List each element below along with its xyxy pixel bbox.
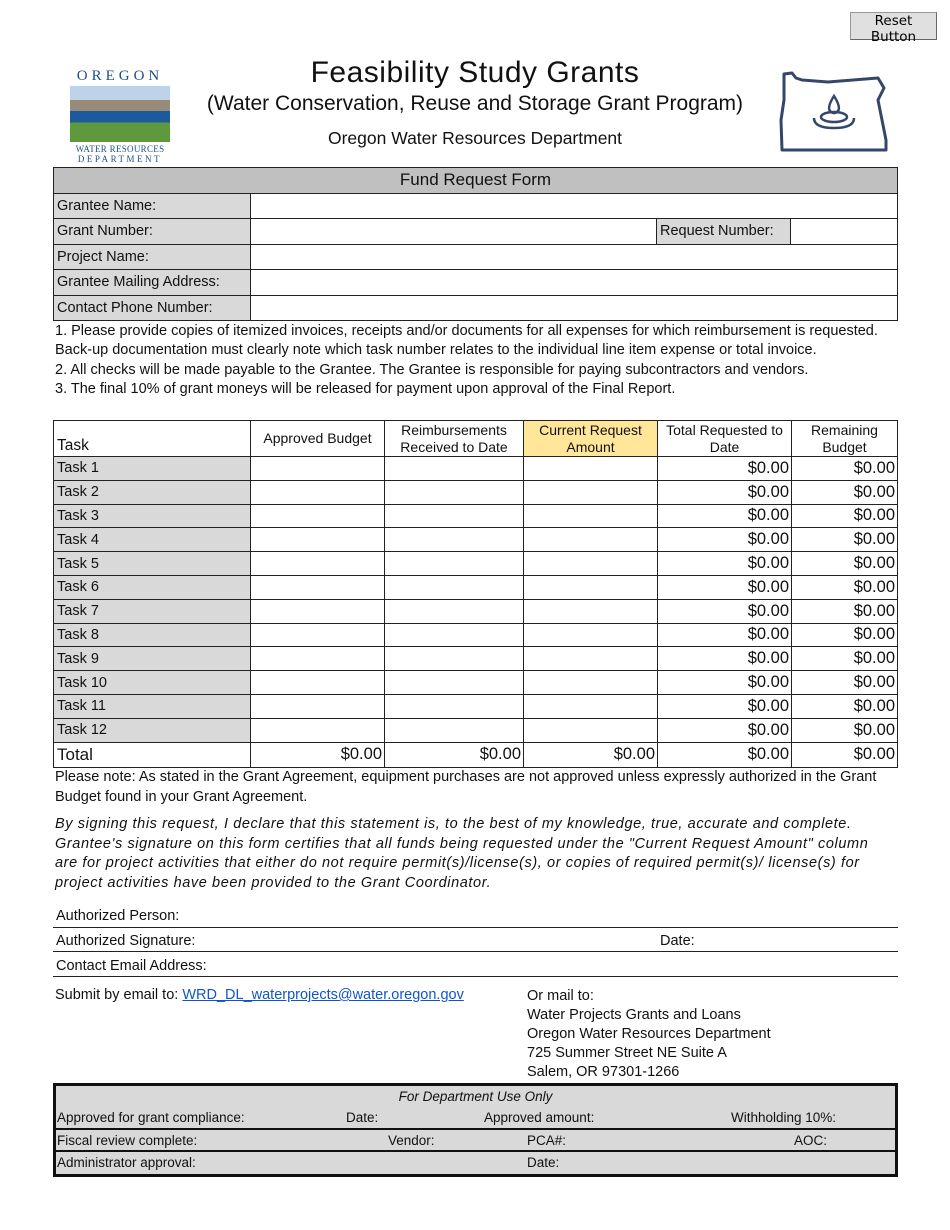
table-row [54,647,898,671]
instruction-item: 1. Please provide copies of itemized invoices, receipts and/or documents for all expenses for which reimbursement is requested. Back-up documentation must clearly note which task number relates to the individual line item expense or total invoice. [55,323,878,359]
divider [53,903,898,928]
mail-line: Water Projects Grants and Loans [527,1007,741,1023]
approved-budget-input[interactable] [251,694,385,718]
table-row [54,671,898,695]
total-requested: $0.00 [658,552,792,576]
remaining-budget: $0.00 [792,528,898,552]
total-requested: $0.00 [658,480,792,504]
approved-budget-input[interactable] [251,528,385,552]
table-row [54,575,898,599]
signature-date-label: Date: [660,933,695,949]
admin-date-label: Date: [527,1155,560,1170]
dept-use-title: For Department Use Only [398,1089,553,1104]
instruction-item: 3. The final 10% of grant moneys will be released for payment upon approval of the Final Report. [55,380,676,397]
total-requested: $0.00 [658,742,792,767]
aoc-label: AOC: [794,1133,828,1148]
logo-text: DEPARTMENT [77,154,163,164]
reset-button[interactable]: Reset Button [850,12,937,40]
current-request-input[interactable] [524,647,658,671]
signature-label: Authorized Signature: [56,933,196,949]
equipment-note: Please note: As stated in the Grant Agreement, equipment purchases are not approved unless expressly authorized in the Grant Budget found in your Grant Agreement. [55,769,877,805]
remaining-budget: $0.00 [792,480,898,504]
approved-budget-input[interactable] [251,575,385,599]
grantee-name-label: Grantee Name: [54,193,251,219]
remaining-budget: $0.00 [792,718,898,742]
project-name-input[interactable] [251,244,898,270]
remaining-budget: $0.00 [792,623,898,647]
total-requested: $0.00 [658,718,792,742]
reimbursements-input[interactable] [385,599,524,623]
col-header-task: Task [54,421,251,457]
submit-label: Submit by email to: [55,987,179,1003]
pca-label: PCA#: [527,1133,567,1148]
task-name: Task 12 [54,718,251,742]
reimbursements-input[interactable] [385,457,524,481]
logo-text: WATER RESOURCES [75,144,165,154]
approved-budget-input[interactable] [251,671,385,695]
remaining-budget: $0.00 [792,671,898,695]
page-title: Feasibility Study Grants [310,56,640,89]
reimbursements-input[interactable] [385,528,524,552]
table-row [54,457,898,481]
total-requested: $0.00 [658,457,792,481]
col-header-total: Total Requested to Date [658,421,792,457]
grant-number-input[interactable] [251,219,657,245]
approved-budget-input[interactable] [251,718,385,742]
totals-row [54,742,898,767]
total-requested: $0.00 [658,599,792,623]
remaining-budget: $0.00 [792,575,898,599]
reimbursements-input[interactable] [385,671,524,695]
vendor-label: Vendor: [388,1133,435,1148]
task-name: Task 11 [54,694,251,718]
approved-budget-input[interactable] [251,457,385,481]
total-requested: $0.00 [658,528,792,552]
total-remaining: $0.00 [792,742,898,767]
total-requested: $0.00 [658,671,792,695]
total-label: Total [54,742,251,767]
phone-label: Contact Phone Number: [54,295,251,321]
current-request-input[interactable] [524,504,658,528]
current-request-input[interactable] [524,623,658,647]
admin-approval-label: Administrator approval: [57,1155,196,1170]
oregon-water-drop-icon [778,70,898,154]
department-name: Oregon Water Resources Department [327,128,623,148]
grantee-info-table [53,167,898,321]
mail-line: Salem, OR 97301-1266 [527,1064,680,1080]
total-requested: $0.00 [658,694,792,718]
table-row [54,718,898,742]
phone-input[interactable] [251,295,898,321]
col-header-approved: Approved Budget [251,421,385,457]
remaining-budget: $0.00 [792,647,898,671]
request-number-input[interactable] [791,219,898,245]
task-name: Task 1 [54,457,251,481]
current-request-input[interactable] [524,718,658,742]
total-requested: $0.00 [658,623,792,647]
grantee-name-input[interactable] [251,193,898,219]
table-row [54,599,898,623]
declaration: By signing this request, I declare that this statement is, to the best of my knowledge, true, accurate and complete. Grantee's signature on this form certifies that all funds being requested under the "Current Request Amount" column are for project activities that either do not require permit(s)/license(s), or copies of required permit(s)/ license(s) for project activities have been provided to the Grant Coordinator. [55,816,869,891]
col-header-current: Current Request Amount [524,421,658,457]
table-row [54,504,898,528]
remaining-budget: $0.00 [792,457,898,481]
compliance-label: Approved for grant compliance: [57,1110,245,1125]
table-row [54,480,898,504]
total-approved: $0.00 [251,742,385,767]
page-header [180,56,770,149]
approved-budget-input[interactable] [251,599,385,623]
approved-budget-input[interactable] [251,647,385,671]
instruction-item: 2. All checks will be made payable to the Grantee. The Grantee is responsible for paying subcontractors and vendors. [55,361,809,378]
date-label: Date: [346,1110,379,1125]
current-request-input[interactable] [524,575,658,599]
table-row [54,623,898,647]
mailing-address-input[interactable] [251,270,898,296]
table-row [54,552,898,576]
department-use-box [53,1083,898,1177]
mail-line: Oregon Water Resources Department [527,1026,771,1042]
mailing-address-label: Grantee Mailing Address: [54,270,251,296]
task-name: Task 4 [54,528,251,552]
instructions [55,322,900,399]
current-request-input[interactable] [524,528,658,552]
remaining-budget: $0.00 [792,694,898,718]
task-name: Task 10 [54,671,251,695]
current-request-input[interactable] [524,694,658,718]
grant-number-label: Grant Number: [54,219,251,245]
remaining-budget: $0.00 [792,504,898,528]
total-requested: $0.00 [658,504,792,528]
total-requested: $0.00 [658,575,792,599]
reimbursements-input[interactable] [385,504,524,528]
approved-budget-input[interactable] [251,504,385,528]
mailing-address [527,987,771,1082]
submit-email [55,987,464,1003]
col-header-remaining: Remaining Budget [792,421,898,457]
task-name: Task 2 [54,480,251,504]
current-request-input[interactable] [524,552,658,576]
reimbursements-input[interactable] [385,480,524,504]
budget-table [53,420,898,768]
approved-budget-input[interactable] [251,552,385,576]
mail-line: 725 Summer Street NE Suite A [527,1045,727,1061]
reimbursements-input[interactable] [385,552,524,576]
task-name: Task 8 [54,623,251,647]
contact-email-field[interactable] [53,953,898,977]
submit-email-link[interactable]: WRD_DL_waterprojects@water.oregon.gov [182,987,464,1003]
reimbursements-input[interactable] [385,718,524,742]
logo-text: OREGON [76,68,164,84]
task-name: Task 6 [54,575,251,599]
approved-budget-input[interactable] [251,480,385,504]
approved-budget-input[interactable] [251,623,385,647]
reimbursements-input[interactable] [385,575,524,599]
reimbursements-input[interactable] [385,647,524,671]
form-title: Fund Request Form [54,168,898,194]
reimbursements-input[interactable] [385,694,524,718]
authorized-person-label: Authorized Person: [56,908,180,924]
mail-line: Or mail to: [527,988,594,1004]
total-current: $0.00 [524,742,658,767]
task-name: Task 5 [54,552,251,576]
fiscal-review-label: Fiscal review complete: [57,1133,198,1148]
task-name: Task 9 [54,647,251,671]
current-request-input[interactable] [524,457,658,481]
task-name: Task 7 [54,599,251,623]
total-reimbursed: $0.00 [385,742,524,767]
current-request-input[interactable] [524,480,658,504]
contact-email-label: Contact Email Address: [56,958,207,974]
current-request-input[interactable] [524,671,658,695]
authorized-signature-field[interactable] [53,928,898,952]
withholding-label: Withholding 10%: [731,1110,837,1125]
table-row [54,528,898,552]
total-requested: $0.00 [658,647,792,671]
owrd-logo [68,68,172,164]
table-row [54,694,898,718]
remaining-budget: $0.00 [792,552,898,576]
landscape-image [70,86,170,142]
page-subtitle: (Water Conservation, Reuse and Storage Grant Program) [206,92,744,115]
task-name: Task 3 [54,504,251,528]
current-request-input[interactable] [524,599,658,623]
approved-amount-label: Approved amount: [484,1110,595,1125]
project-name-label: Project Name: [54,244,251,270]
col-header-reimbursed: Reimbursements Received to Date [385,421,524,457]
reimbursements-input[interactable] [385,623,524,647]
request-number-label: Request Number: [657,219,791,245]
remaining-budget: $0.00 [792,599,898,623]
